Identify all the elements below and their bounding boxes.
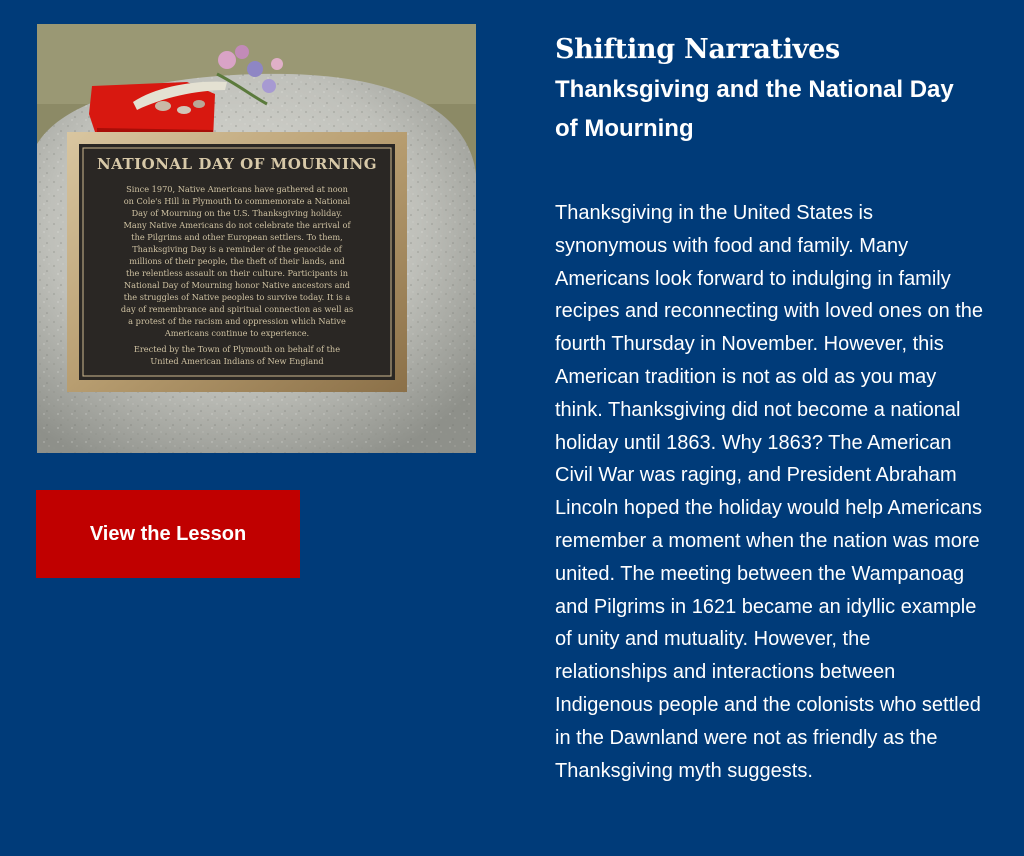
page-subtitle: Thanksgiving and the National Day of Mourning	[555, 76, 954, 142]
plaque-heading: NATIONAL DAY OF MOURNING	[96, 155, 378, 173]
plaque-footer-line: Erected by the Town of Plymouth on behalf of the	[133, 344, 341, 354]
plaque-line: Day of Mourning on the U.S. Thanksgiving holiday.	[131, 208, 343, 218]
plaque-line: Americans continue to experience.	[164, 328, 310, 338]
view-lesson-button[interactable]: View the Lesson	[36, 490, 300, 578]
page-title: Shifting Narratives	[555, 34, 840, 65]
plaque-photo	[37, 24, 476, 453]
article-body: Thanksgiving in the United States is synonymous with food and family. Many Americans look forward to indulging in family recipes and reconnecting with loved ones on the fourth Thursday in November. However, this American tradition is not as old as you may think. Thanksgiving did not become a national holiday until 1863. Why 1863? The American Civil War was raging, and President Abraham Lincoln hoped the holiday would help Americans remember a moment when the nation was more united. The meeting between the Wampanoag and Pilgrims in 1621 became an idyllic example of unity and mutuality. However, the relationships and interactions between Indigenous people and the colonists who settled in the Dawnland were not as friendly as the Thanksgiving myth suggests.	[555, 202, 984, 782]
plaque-line: National Day of Mourning honor Native ancestors and	[123, 280, 351, 290]
plaque-line: day of remembrance and spiritual connection as well as	[120, 304, 354, 314]
plaque-line: Since 1970, Native Americans have gathered at noon	[126, 184, 348, 194]
plaque-line: a protest of the racism and oppression which Native	[128, 316, 346, 326]
plaque-line: the struggles of Native peoples to survive today. It is a	[123, 292, 351, 302]
plaque-line: millions of their people, the theft of their lands, and	[129, 256, 345, 266]
plaque-line: the Pilgrims and other European settlers. To them,	[131, 232, 343, 242]
plaque-footer-line: United American Indians of New England	[150, 356, 324, 366]
plaque-line: on Cole's Hill in Plymouth to commemorate a National	[123, 196, 351, 206]
plaque-line: the relentless assault on their culture. Participants in	[125, 268, 349, 278]
plaque-line: Many Native Americans do not celebrate the arrival of	[123, 220, 351, 230]
article-content	[555, 30, 995, 782]
plaque-line: Thanksgiving Day is a reminder of the genocide of	[132, 244, 342, 254]
